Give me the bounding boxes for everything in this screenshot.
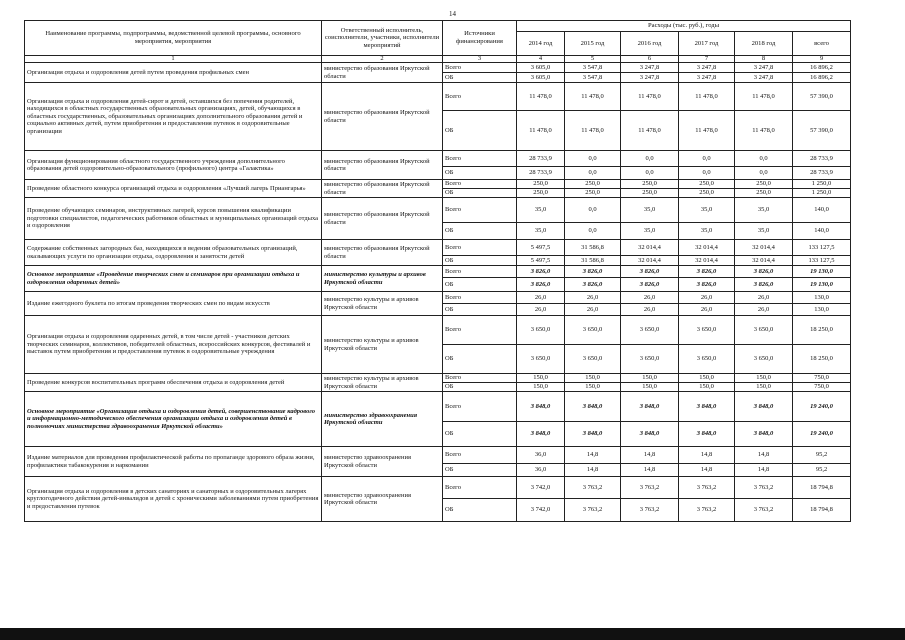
year-value: 11 478,0 (565, 83, 621, 111)
measure-name: Издание материалов для проведения профилактической работы по пропаганде здорового образа жизни, профилактики табакокурения и наркомании (25, 447, 322, 477)
responsible-executor: министерство здравоохранения Иркутской области (322, 392, 443, 447)
year-value: 5 497,5 (517, 256, 565, 266)
funding-source: ОБ (443, 422, 517, 447)
year-value: 11 478,0 (679, 111, 735, 151)
funding-source: ОБ (443, 464, 517, 477)
year-value: 3 848,0 (735, 392, 793, 422)
year-value: 3 247,8 (679, 63, 735, 73)
table-row (25, 198, 851, 223)
year-value: 3 826,0 (565, 278, 621, 292)
column-number: 6 (621, 56, 679, 63)
year-value: 14,8 (679, 447, 735, 464)
year-value: 250,0 (565, 189, 621, 198)
funding-source: ОБ (443, 345, 517, 374)
year-value: 3 605,0 (517, 73, 565, 83)
year-value: 14,8 (565, 447, 621, 464)
year-value: 3 763,2 (621, 477, 679, 499)
measure-name: Содержание собственных загородных баз, находящихся в ведении образовательных организаций, оказывающих услуги по организации отдыха, оздоровления и занятости детей (25, 240, 322, 266)
table-row (25, 447, 851, 464)
total-value: 1 250,0 (793, 180, 851, 189)
funding-source: ОБ (443, 383, 517, 392)
year-value: 250,0 (735, 180, 793, 189)
responsible-executor: министерство здравоохранения Иркутской области (322, 447, 443, 477)
measure-name: Организация отдыха и оздоровления детей путем проведения профильных смен (25, 63, 322, 83)
responsible-executor: министерство образования Иркутской области (322, 83, 443, 151)
measure-name: Издание ежегодного буклета по итогам проведения творческих смен по видам искусств (25, 292, 322, 316)
year-value: 150,0 (679, 383, 735, 392)
year-value: 35,0 (735, 198, 793, 223)
funding-source: ОБ (443, 223, 517, 240)
year-value: 3 848,0 (621, 422, 679, 447)
year-value: 3 650,0 (565, 345, 621, 374)
year-value: 3 848,0 (517, 392, 565, 422)
total-value: 18 250,0 (793, 316, 851, 345)
total-value: 16 896,2 (793, 73, 851, 83)
year-value: 26,0 (517, 304, 565, 316)
year-value: 26,0 (621, 292, 679, 304)
responsible-executor: министерство образования Иркутской области (322, 180, 443, 198)
header-year: 2014 год (517, 32, 565, 56)
year-value: 3 826,0 (621, 278, 679, 292)
year-value: 150,0 (621, 383, 679, 392)
header-year: 2018 год (735, 32, 793, 56)
funding-source: ОБ (443, 499, 517, 522)
year-value: 35,0 (621, 223, 679, 240)
year-value: 0,0 (735, 167, 793, 180)
year-value: 3 650,0 (621, 316, 679, 345)
year-value: 3 848,0 (679, 392, 735, 422)
responsible-executor: министерство образования Иркутской области (322, 151, 443, 180)
year-value: 3 763,2 (679, 477, 735, 499)
funding-source: Всего (443, 392, 517, 422)
responsible-executor: министерство образования Иркутской области (322, 240, 443, 266)
header-year: 2017 год (679, 32, 735, 56)
measure-name: Основное мероприятие «Организация отдыха и оздоровления детей, совершенствование кадрового и информационно-методического обеспечения организации отдыха и оздоровления детей в полномочиях министерства здравоохранения Иркутской области» (25, 392, 322, 447)
table-row (25, 266, 851, 278)
funding-source: ОБ (443, 167, 517, 180)
total-value: 750,0 (793, 374, 851, 383)
funding-source: Всего (443, 151, 517, 167)
column-number: 9 (793, 56, 851, 63)
header-program-name: Наименование программы, подпрограммы, ведомственной целевой программы, основного мероприятия, мероприятия (25, 21, 322, 56)
year-value: 35,0 (621, 198, 679, 223)
funding-source: Всего (443, 83, 517, 111)
total-value: 57 390,0 (793, 111, 851, 151)
year-value: 26,0 (565, 304, 621, 316)
year-value: 3 763,2 (621, 499, 679, 522)
measure-name: Проведение обучающих семинаров, инструктивных лагерей, курсов повышения квалификации подготовки специалистов, педагогических работников областных и муниципальных организаций отдыха и оздоровления (25, 198, 322, 240)
year-value: 3 650,0 (565, 316, 621, 345)
year-value: 32 014,4 (621, 256, 679, 266)
total-value: 95,2 (793, 464, 851, 477)
table-row (25, 477, 851, 499)
year-value: 3 650,0 (679, 345, 735, 374)
year-value: 3 848,0 (565, 422, 621, 447)
total-value: 18 794,8 (793, 499, 851, 522)
year-value: 3 547,8 (565, 63, 621, 73)
total-value: 130,0 (793, 304, 851, 316)
table-row (25, 180, 851, 189)
year-value: 250,0 (735, 189, 793, 198)
header-responsible: Ответственный исполнитель, соисполнители, участники, исполнители мероприятий (322, 21, 443, 56)
table-row (25, 83, 851, 111)
table-row (25, 374, 851, 383)
year-value: 3 826,0 (679, 278, 735, 292)
year-value: 3 763,2 (679, 499, 735, 522)
year-value: 11 478,0 (735, 83, 793, 111)
year-value: 32 014,4 (679, 256, 735, 266)
year-value: 0,0 (735, 151, 793, 167)
table-row (25, 392, 851, 422)
year-value: 26,0 (517, 292, 565, 304)
year-value: 35,0 (679, 198, 735, 223)
year-value: 3 547,8 (565, 73, 621, 83)
responsible-executor: министерство здравоохранения Иркутской области (322, 477, 443, 522)
year-value: 3 650,0 (621, 345, 679, 374)
year-value: 31 586,8 (565, 256, 621, 266)
column-number: 1 (25, 56, 322, 63)
year-value: 250,0 (621, 189, 679, 198)
funding-source: ОБ (443, 73, 517, 83)
total-value: 140,0 (793, 223, 851, 240)
year-value: 3 605,0 (517, 63, 565, 73)
year-value: 0,0 (679, 151, 735, 167)
year-value: 28 733,9 (517, 151, 565, 167)
column-number: 2 (322, 56, 443, 63)
year-value: 0,0 (621, 167, 679, 180)
year-value: 32 014,4 (679, 240, 735, 256)
table-row (25, 292, 851, 304)
measure-name: Организация отдыха и оздоровления в детских санаториях и санаторных и оздоровительных лагерях круглогодичного действия детей-инвалидов и детей с хроническими заболеваниями путем приобретения и предоставления путевок (25, 477, 322, 522)
funding-source: Всего (443, 447, 517, 464)
year-value: 0,0 (679, 167, 735, 180)
responsible-executor: министерство культуры и архивов Иркутской области (322, 316, 443, 374)
year-value: 3 650,0 (735, 345, 793, 374)
expenses-table (24, 20, 851, 522)
total-value: 19 240,0 (793, 422, 851, 447)
year-value: 150,0 (565, 374, 621, 383)
funding-source: ОБ (443, 189, 517, 198)
total-value: 19 130,0 (793, 266, 851, 278)
funding-source: Всего (443, 374, 517, 383)
funding-source: Всего (443, 180, 517, 189)
year-value: 3 742,0 (517, 499, 565, 522)
year-value: 11 478,0 (517, 111, 565, 151)
scan-bottom-edge (0, 628, 905, 640)
responsible-executor: министерство культуры и архивов Иркутской области (322, 266, 443, 292)
funding-source: ОБ (443, 304, 517, 316)
year-value: 150,0 (565, 383, 621, 392)
year-value: 36,0 (517, 447, 565, 464)
year-value: 150,0 (621, 374, 679, 383)
measure-name: Организация функционирования областного государственного учреждения дополнительного образования детей оздоровительно-образовательного (профильного) центра «Галактика» (25, 151, 322, 180)
year-value: 32 014,4 (735, 240, 793, 256)
year-value: 26,0 (565, 292, 621, 304)
table-row (25, 63, 851, 73)
year-value: 32 014,4 (621, 240, 679, 256)
year-value: 14,8 (621, 447, 679, 464)
total-value: 133 127,5 (793, 240, 851, 256)
measure-name: Проведение конкурсов воспитательных программ обеспечения отдыха и оздоровления детей (25, 374, 322, 392)
year-value: 26,0 (679, 292, 735, 304)
year-value: 11 478,0 (621, 83, 679, 111)
year-value: 11 478,0 (735, 111, 793, 151)
year-value: 35,0 (517, 223, 565, 240)
year-value: 26,0 (735, 292, 793, 304)
year-value: 3 650,0 (735, 316, 793, 345)
total-value: 140,0 (793, 198, 851, 223)
total-value: 750,0 (793, 383, 851, 392)
year-value: 250,0 (679, 189, 735, 198)
total-value: 1 250,0 (793, 189, 851, 198)
year-value: 3 650,0 (517, 345, 565, 374)
year-value: 3 848,0 (735, 422, 793, 447)
total-value: 16 896,2 (793, 63, 851, 73)
total-value: 19 240,0 (793, 392, 851, 422)
year-value: 3 763,2 (735, 477, 793, 499)
table-row (25, 316, 851, 345)
year-value: 250,0 (565, 180, 621, 189)
year-value: 35,0 (517, 198, 565, 223)
measure-name: Организация отдыха и оздоровления одаренных детей, в том числе детей - участников детских творческих семинаров, коллективов, победителей областных, всероссийских конкурсов, фестивалей и выставок путем приобретения и предоставления путевок в оздоровительные учреждения (25, 316, 322, 374)
year-value: 3 763,2 (565, 477, 621, 499)
funding-source: ОБ (443, 278, 517, 292)
year-value: 3 826,0 (517, 266, 565, 278)
total-value: 57 390,0 (793, 83, 851, 111)
year-value: 35,0 (679, 223, 735, 240)
column-numbers-row (25, 56, 851, 63)
year-value: 3 826,0 (679, 266, 735, 278)
total-value: 28 733,9 (793, 151, 851, 167)
responsible-executor: министерство культуры и архивов Иркутской области (322, 374, 443, 392)
year-value: 14,8 (679, 464, 735, 477)
year-value: 0,0 (565, 198, 621, 223)
year-value: 0,0 (565, 167, 621, 180)
column-number: 7 (679, 56, 735, 63)
year-value: 26,0 (735, 304, 793, 316)
year-value: 3 826,0 (621, 266, 679, 278)
year-value: 26,0 (621, 304, 679, 316)
funding-source: Всего (443, 198, 517, 223)
table-body (25, 63, 851, 522)
responsible-executor: министерство образования Иркутской области (322, 63, 443, 83)
year-value: 5 497,5 (517, 240, 565, 256)
funding-source: Всего (443, 240, 517, 256)
responsible-executor: министерство образования Иркутской области (322, 198, 443, 240)
year-value: 250,0 (517, 189, 565, 198)
header-year: 2015 год (565, 32, 621, 56)
total-value: 133 127,5 (793, 256, 851, 266)
year-value: 28 733,9 (517, 167, 565, 180)
total-value: 95,2 (793, 447, 851, 464)
year-value: 150,0 (517, 383, 565, 392)
year-value: 26,0 (679, 304, 735, 316)
measure-name: Организация отдыха и оздоровления детей-сирот и детей, оставшихся без попечения родителей, находящихся в областных государственных образовательных организациях, детей, обучающихся в областных государственных, образовательных организациях дополнительного образования детей и социально активных детей, путем приобретения и предоставления путевок в оздоровительные организации (25, 83, 322, 151)
year-value: 0,0 (621, 151, 679, 167)
funding-source: Всего (443, 63, 517, 73)
year-value: 250,0 (517, 180, 565, 189)
year-value: 3 742,0 (517, 477, 565, 499)
year-value: 3 247,8 (735, 73, 793, 83)
year-value: 3 763,2 (565, 499, 621, 522)
year-value: 250,0 (679, 180, 735, 189)
year-value: 11 478,0 (517, 83, 565, 111)
funding-source: Всего (443, 292, 517, 304)
column-number: 4 (517, 56, 565, 63)
year-value: 3 826,0 (517, 278, 565, 292)
year-value: 0,0 (565, 151, 621, 167)
table-row (25, 151, 851, 167)
header-year: 2016 год (621, 32, 679, 56)
year-value: 3 247,8 (679, 73, 735, 83)
year-value: 3 826,0 (735, 278, 793, 292)
total-value: 130,0 (793, 292, 851, 304)
page-number: 14 (449, 10, 456, 18)
year-value: 3 247,8 (735, 63, 793, 73)
responsible-executor: министерство культуры и архивов Иркутской области (322, 292, 443, 316)
total-value: 28 733,9 (793, 167, 851, 180)
year-value: 32 014,4 (735, 256, 793, 266)
measure-name: Проведение областного конкурса организаций отдыха и оздоровления «Лучший лагерь Приангарья» (25, 180, 322, 198)
total-value: 18 794,8 (793, 477, 851, 499)
year-value: 3 247,8 (621, 63, 679, 73)
year-value: 35,0 (735, 223, 793, 240)
year-value: 11 478,0 (621, 111, 679, 151)
year-value: 0,0 (565, 223, 621, 240)
year-value: 14,8 (565, 464, 621, 477)
column-number: 3 (443, 56, 517, 63)
year-value: 14,8 (621, 464, 679, 477)
total-value: 18 250,0 (793, 345, 851, 374)
year-value: 3 848,0 (621, 392, 679, 422)
funding-source: ОБ (443, 256, 517, 266)
funding-source: Всего (443, 266, 517, 278)
year-value: 11 478,0 (565, 111, 621, 151)
funding-source: ОБ (443, 111, 517, 151)
year-value: 14,8 (735, 447, 793, 464)
year-value: 150,0 (735, 374, 793, 383)
year-value: 3 650,0 (517, 316, 565, 345)
year-value: 3 848,0 (679, 422, 735, 447)
table-row (25, 240, 851, 256)
header-expenses: Расходы (тыс. руб.), годы (517, 21, 851, 32)
column-number: 5 (565, 56, 621, 63)
column-number: 8 (735, 56, 793, 63)
year-value: 150,0 (679, 374, 735, 383)
year-value: 3 848,0 (565, 392, 621, 422)
year-value: 3 826,0 (735, 266, 793, 278)
year-value: 11 478,0 (679, 83, 735, 111)
year-value: 150,0 (517, 374, 565, 383)
year-value: 3 848,0 (517, 422, 565, 447)
year-value: 250,0 (621, 180, 679, 189)
year-value: 3 826,0 (565, 266, 621, 278)
year-value: 14,8 (735, 464, 793, 477)
year-value: 31 586,8 (565, 240, 621, 256)
year-value: 36,0 (517, 464, 565, 477)
header-total: всего (793, 32, 851, 56)
funding-source: Всего (443, 316, 517, 345)
year-value: 3 247,8 (621, 73, 679, 83)
header-funding-source: Источники финансирования (443, 21, 517, 56)
year-value: 150,0 (735, 383, 793, 392)
measure-name: Основное мероприятие «Проведение творческих смен и семинаров при организации отдыха и оздоровления одаренных детей» (25, 266, 322, 292)
funding-source: Всего (443, 477, 517, 499)
year-value: 3 650,0 (679, 316, 735, 345)
year-value: 3 763,2 (735, 499, 793, 522)
total-value: 19 130,0 (793, 278, 851, 292)
